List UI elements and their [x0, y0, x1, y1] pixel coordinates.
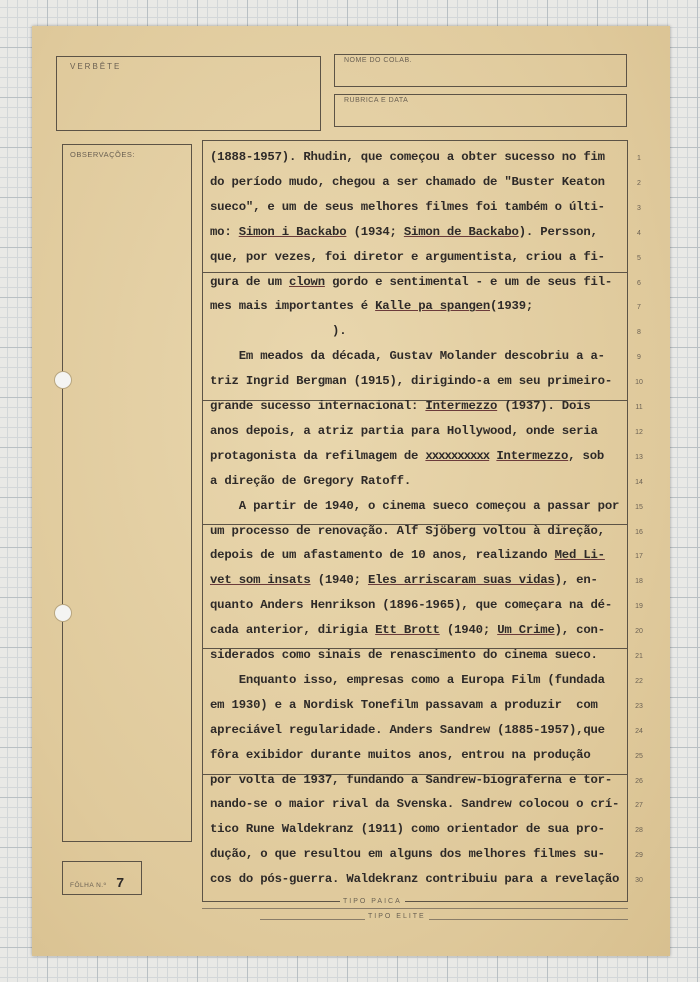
text-segment: apreciável regularidade. Anders Sandrew (1885-1957),que: [210, 722, 605, 737]
text-segment: protagonista da refilmagem de: [210, 448, 426, 463]
underlined-title: Simon i Backabo: [238, 224, 347, 239]
line-number: 21: [635, 653, 643, 660]
line-number: 20: [635, 628, 643, 636]
text-segment: ), con-: [554, 623, 605, 638]
text-segment: (1940;: [310, 573, 368, 588]
underlined-title: Kalle pa spangen: [375, 299, 490, 314]
text-segment: que, por vezes, foi diretor e argumentista, criou a fi-: [210, 249, 605, 264]
text-line: [210, 573, 598, 587]
text-line: [210, 275, 612, 289]
line-number: 28: [635, 827, 643, 835]
underlined-title: Um Crime: [497, 623, 555, 638]
line-number: 11: [635, 404, 643, 411]
line-number: 25: [635, 752, 643, 760]
text-line: [210, 524, 605, 538]
text-segment: Em meados da década, Gustav Molander descobriu a a-: [210, 349, 605, 364]
text-segment: gordo e sentimental - e um de seus fil-: [324, 274, 613, 289]
text-segment: em 1930) e a Nordisk Tonefilm passavam a produzir com: [210, 697, 598, 712]
underlined-title: Simon de Backabo: [403, 224, 519, 239]
footer-rule-paica: [202, 908, 628, 909]
text-segment: fôra exibidor durante muitos anos, entrou na produção: [210, 747, 591, 762]
verbete-label: VERBÊTE: [70, 62, 122, 71]
line-number: 7: [637, 304, 641, 312]
text-segment: nando-se o maior rival da Svenska. Sandrew colocou o crí-: [210, 797, 620, 812]
line-number: 14: [635, 478, 643, 486]
text-line: [210, 250, 605, 264]
text-line: [210, 623, 605, 637]
line-number: 30: [635, 877, 643, 885]
folha-number: 7: [116, 876, 125, 892]
text-segment: a direção de Gregory Ratoff.: [210, 473, 412, 488]
section-rule-1: [202, 272, 628, 273]
text-segment: grande sucesso internacional:: [210, 399, 426, 413]
text-line: [210, 723, 605, 737]
text-segment: triz Ingrid Bergman (1915), dirigindo-a em seu primeiro-: [210, 374, 613, 389]
line-number: 23: [635, 702, 643, 710]
line-number: 1: [637, 155, 641, 162]
text-line: [210, 499, 619, 513]
punch-hole-bottom: [54, 604, 72, 622]
line-number: 8: [637, 329, 641, 337]
text-segment: (1934;: [346, 224, 404, 239]
text-line: [210, 449, 604, 463]
text-line: [210, 673, 605, 687]
line-number: 10: [635, 379, 643, 387]
text-segment: ), en-: [554, 573, 598, 588]
text-segment: A partir de 1940, o cinema sueco começou a passar por: [210, 498, 620, 513]
text-segment: tico Rune Waldekranz (1911) como orientador de sua pro-: [210, 822, 605, 837]
text-line: [210, 773, 612, 787]
text-line: [210, 598, 612, 612]
line-number: 12: [635, 428, 643, 436]
text-line: [210, 424, 598, 438]
folha-box: [62, 861, 142, 895]
text-segment: sueco", e um de seus melhores filmes foi também o últi-: [210, 199, 605, 214]
text-segment: siderados como sinais de renascimento do cinema sueco.: [210, 648, 598, 662]
text-line: [210, 847, 605, 861]
text-line: [210, 175, 605, 189]
line-number: 9: [637, 354, 641, 362]
text-segment: um processo de renovação. Alf Sjöberg voltou à direção,: [210, 523, 605, 538]
text-line: [210, 299, 533, 313]
underlined-title: xxxxxxxxxx: [425, 448, 490, 463]
folha-label: FÔLHA N.º: [70, 882, 107, 889]
line-number: 4: [637, 229, 641, 237]
line-number: 15: [635, 503, 643, 511]
nome-colab-label: NOME DO COLAB.: [344, 57, 413, 64]
line-number: 2: [637, 179, 641, 187]
tipo-elite-label: TIPO ELITE: [365, 913, 429, 920]
text-segment: cada anterior, dirigia: [210, 623, 376, 638]
text-line: [210, 225, 598, 239]
line-number: 26: [635, 777, 643, 785]
text-segment: anos depois, a atriz partia para Hollywood, onde seria: [210, 423, 598, 438]
text-segment: mes mais importantes é: [210, 299, 376, 314]
text-segment: ). Persson,: [518, 224, 598, 239]
text-segment: (1940;: [439, 623, 498, 638]
observacoes-box: [62, 144, 192, 842]
text-segment: quanto Anders Henrikson (1896-1965), que começara na dé-: [210, 598, 613, 613]
text-line: [210, 200, 605, 214]
text-segment: depois de um afastamento de 10 anos, realizando: [210, 548, 555, 563]
text-line: [210, 349, 605, 363]
text-line: [210, 474, 411, 488]
text-segment: , sob: [568, 448, 605, 463]
text-line: [210, 748, 591, 762]
underlined-title: Intermezzo: [425, 399, 498, 413]
underlined-title: Ett Brott: [375, 623, 440, 638]
text-line: [210, 797, 619, 811]
footer-rule-elite: [260, 919, 628, 920]
text-segment: gura de um: [210, 274, 289, 289]
rubrica-label: RUBRICA E DATA: [344, 97, 409, 104]
observacoes-label: OBSERVAÇÕES:: [70, 150, 135, 159]
line-number: 27: [635, 802, 643, 810]
line-number: 17: [635, 553, 643, 561]
text-segment: do período mudo, chegou a ser chamado de "Buster Keaton: [210, 174, 605, 189]
line-number: 19: [635, 603, 643, 611]
text-line: [210, 150, 605, 164]
punch-hole-top: [54, 371, 72, 389]
line-number: 13: [635, 453, 643, 461]
text-segment: dução, o que resultou em alguns dos melhores filmes su-: [210, 847, 605, 862]
line-number: 24: [635, 727, 643, 735]
text-line: [210, 648, 598, 662]
text-segment: por volta de 1937, fundando a Sandrew-biograferna e tor-: [210, 772, 613, 787]
text-line: [210, 698, 598, 712]
text-segment: Enquanto isso, empresas como a Europa Film (fundada: [210, 672, 605, 687]
text-segment: mo:: [210, 224, 239, 239]
text-segment: cos do pós-guerra. Waldekranz contribuiu para a revelação: [210, 872, 620, 887]
underlined-title: Med Li-: [554, 548, 605, 563]
text-line: [210, 822, 605, 836]
line-number: 5: [637, 254, 641, 262]
line-number: 29: [635, 852, 643, 860]
line-number: 22: [635, 677, 643, 685]
line-number: 18: [635, 578, 643, 586]
underlined-title: Intermezzo: [496, 448, 569, 463]
underlined-title: Eles arriscaram suas vidas: [367, 573, 555, 588]
text-line: [210, 399, 591, 413]
text-line: [210, 324, 346, 338]
line-number: 3: [637, 204, 641, 212]
text-line: [210, 548, 605, 562]
underlined-title: clown: [288, 274, 325, 289]
tipo-paica-label: TIPO PAICA: [340, 898, 405, 905]
text-segment: (1939;: [490, 299, 534, 314]
form-sheet: [32, 26, 670, 956]
text-line: [210, 374, 612, 388]
text-segment: (1888-1957). Rhudin, que começou a obter sucesso no fim: [210, 150, 605, 164]
text-segment: ).: [210, 324, 347, 339]
text-line: [210, 872, 619, 886]
line-number: 16: [635, 528, 643, 536]
line-number: 6: [637, 279, 641, 287]
text-segment: (1937). Dois: [497, 399, 591, 413]
underlined-title: vet som insats: [210, 573, 311, 588]
